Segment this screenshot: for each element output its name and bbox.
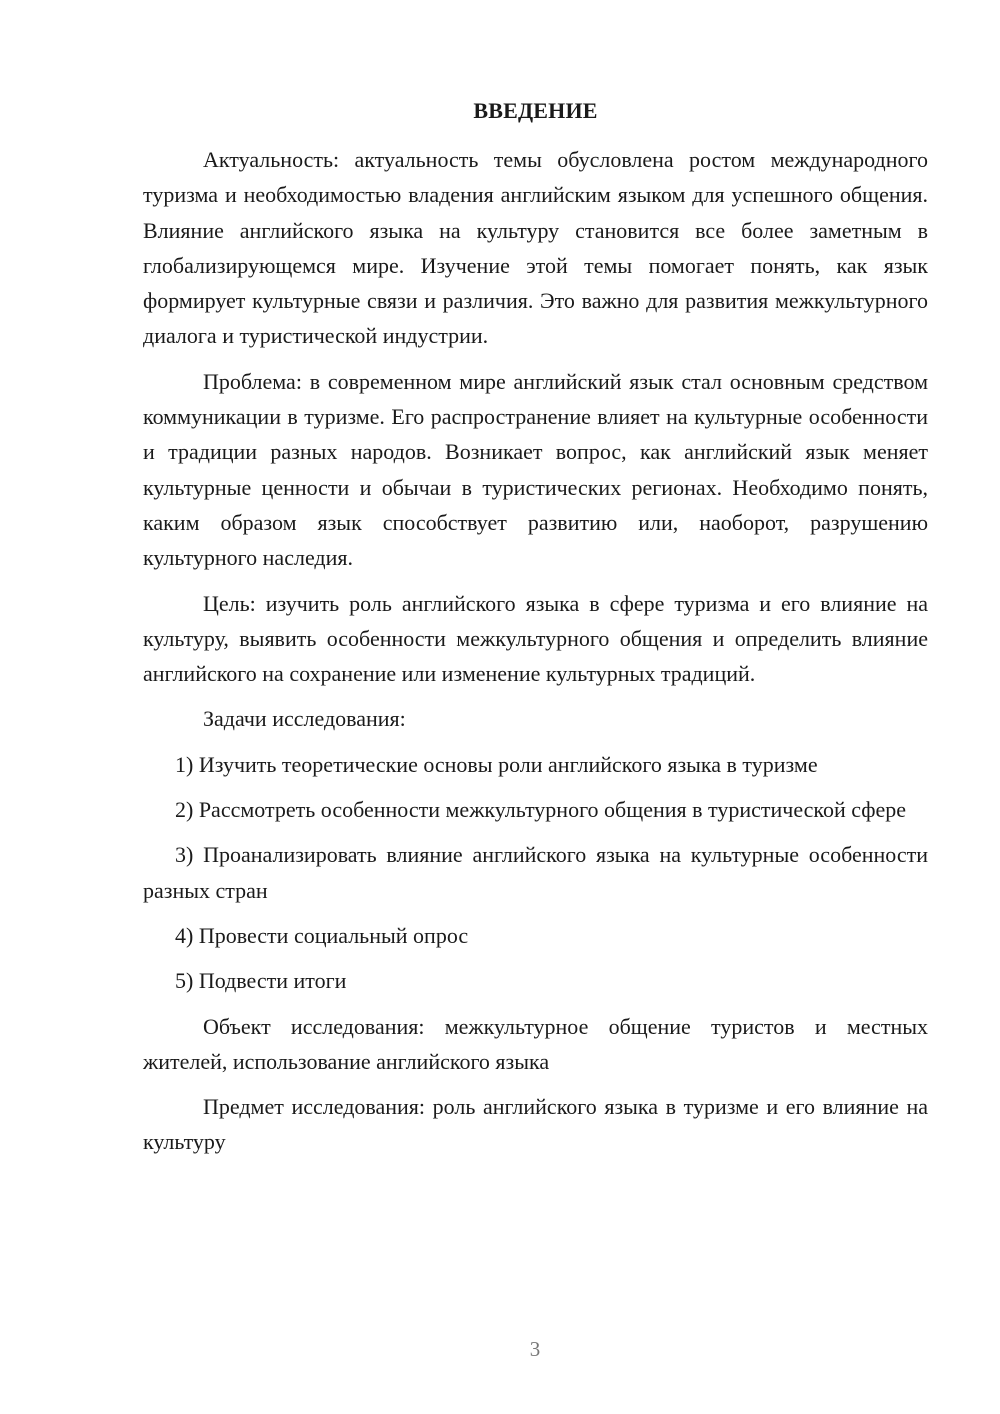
task-item: 3) Проанализировать влияние английского языка на культурные особенности разных стран — [143, 842, 928, 903]
task-item: 4) Провести социальный опрос — [175, 922, 469, 948]
task-item: 5) Подвести итоги — [175, 968, 347, 994]
paragraph-relevance: Актуальность: актуальность темы обусловлена ростом международного туризма и необходимостью владения английским языком для успешного общения. Влияние английского языка на культуру становится все более заметным в глобализирующемся мире. Изучение этой темы помогает понять, как язык формирует культурные связи и различия. Это важно для развития межкультурного диалога и туристической индустрии. — [143, 147, 928, 349]
paragraph-object: Объект исследования: межкультурное общение туристов и местных жителей, использование английского языка — [143, 1013, 928, 1074]
task-item: 2) Рассмотреть особенности межкультурного общения в туристической сфере — [175, 797, 907, 823]
paragraph-tasks-heading: Задачи исследования: — [203, 706, 406, 732]
task-item: 1) Изучить теоретические основы роли английского языка в туризме — [175, 751, 818, 777]
paragraph-goal: Цель: изучить роль английского языка в сфере туризма и его влияние на культуру, выявить особенности межкультурного общения и определить влияние английского на сохранение или изменение культурных традиций. — [143, 590, 928, 687]
page-number: 3 — [529, 1337, 541, 1361]
paragraph-subject: Предмет исследования: роль английского языка в туризме и его влияние на культуру — [143, 1094, 928, 1155]
body-text — [143, 142, 928, 1170]
paragraph-problem: Проблема: в современном мире английский язык стал основным средством коммуникации в туризме. Его распространение влияет на культурные особенности и традиции разных народов. Возникает вопрос, как английский язык меняет культурные ценности и обычаи в туристических регионах. Необходимо понять, каким образом язык способствует развитию или, наоборот, разрушению культурного наследия. — [143, 368, 928, 571]
section-title: ВВЕДЕНИЕ — [473, 98, 598, 123]
